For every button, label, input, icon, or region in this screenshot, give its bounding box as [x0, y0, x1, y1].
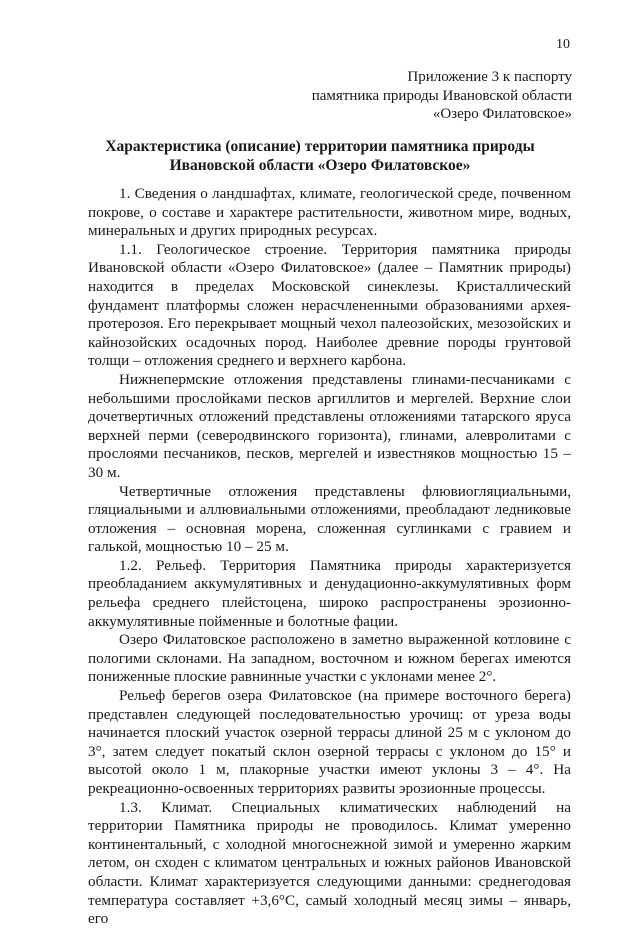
paragraph-geology: 1.1. Геологическое строение. Территория памятника природы Ивановской области «Озеро Филатовское» (далее – Памятник природы) находится в пределах Московской синеклезы. Кристаллический фундамент платформы сложен нерасчлененными образованиями архея-протерозоя. Его перекрывает мощный чехол палеозойских, мезозойских и кайнозойских осадочных пород. Наиболее древние породы грунтовой толщи – отложения среднего и верхнего карбона.: [88, 240, 571, 370]
appendix-line-1: Приложение 3 к паспорту: [407, 69, 572, 85]
paragraph-shore-relief: Рельеф берегов озера Филатовское (на примере восточного берега) представлен следующей последовательностью урочищ: от уреза воды начинается плоский участок озерной террасы длиной 25 м с уклоном до 3°, затем следует покатый склон озерной террасы с уклоном до 15° и высотой около 1 м, плакорные участки имеют уклоны 3 – 4°. На рекреационно-освоенных территориях развиты эрозионные процессы.: [88, 687, 571, 797]
appendix-line-2: памятника природы Ивановской области: [311, 87, 572, 104]
paragraph-general-info: 1. Сведения о ландшафтах, климате, геологической среде, почвенном покрове, о составе и характере растительности, животном мире, водных, минеральных и других природных ресурсах.: [88, 185, 571, 240]
document-title: [0, 138, 640, 175]
title-line-1: Характеристика (описание) территории памятника природы: [105, 138, 535, 155]
paragraph-quaternary: Четвертичные отложения представлены флювиогляциальными, гляциальными и аллювиальными отложениями, преобладают ледниковые отложения – основная морена, сложенная суглинками с гравием и галькой, мощностью 10 – 25 м.: [88, 482, 571, 556]
appendix-heading: [312, 68, 572, 124]
title-line-2: Ивановской области «Озеро Филатовское»: [169, 156, 471, 174]
paragraph-climate: 1.3. Климат. Специальных климатических наблюдений на территории Памятника природы не проводилось. Климат умеренно континентальный, с холодной многоснежной зимой и умеренно жарким летом, он сходен с климатом центральных и южных районов Ивановской области. Климат характеризуется следующими данными: среднегодовая температура составляет +3,6°С, самый холодный месяц зимы – январь, его: [88, 798, 571, 928]
paragraph-lake-basin: Озеро Филатовское расположено в заметно выраженной котловине с пологими склонами. На западном, восточном и южном берегах имеются пониженные плоские равнинные участки с уклонами менее 2°.: [88, 631, 571, 686]
appendix-line-3: «Озеро Филатовское»: [432, 106, 572, 122]
paragraph-relief: 1.2. Рельеф. Территория Памятника природы характеризуется преобладанием аккумулятивных и денудационно-аккумулятивных форм рельефа среднего плейстоцена, широко распространены эрозионно-аккумулятивные пойменные и болотные фации.: [88, 556, 571, 630]
page-number: 10: [556, 37, 570, 52]
paragraph-lower-permian: Нижнепермские отложения представлены глинами-песчаниками с небольшими прослойками песков аргиллитов и мергелей. Верхние слои дочетвертичных отложений представлены отложениями татарского яруса верхней перми (северодвинского горизонта), глинами, алевролитами с прослоями песчаников, песков, мергелей и известняков мощностью 15 – 30 м.: [88, 370, 571, 481]
document-body: [88, 185, 571, 929]
